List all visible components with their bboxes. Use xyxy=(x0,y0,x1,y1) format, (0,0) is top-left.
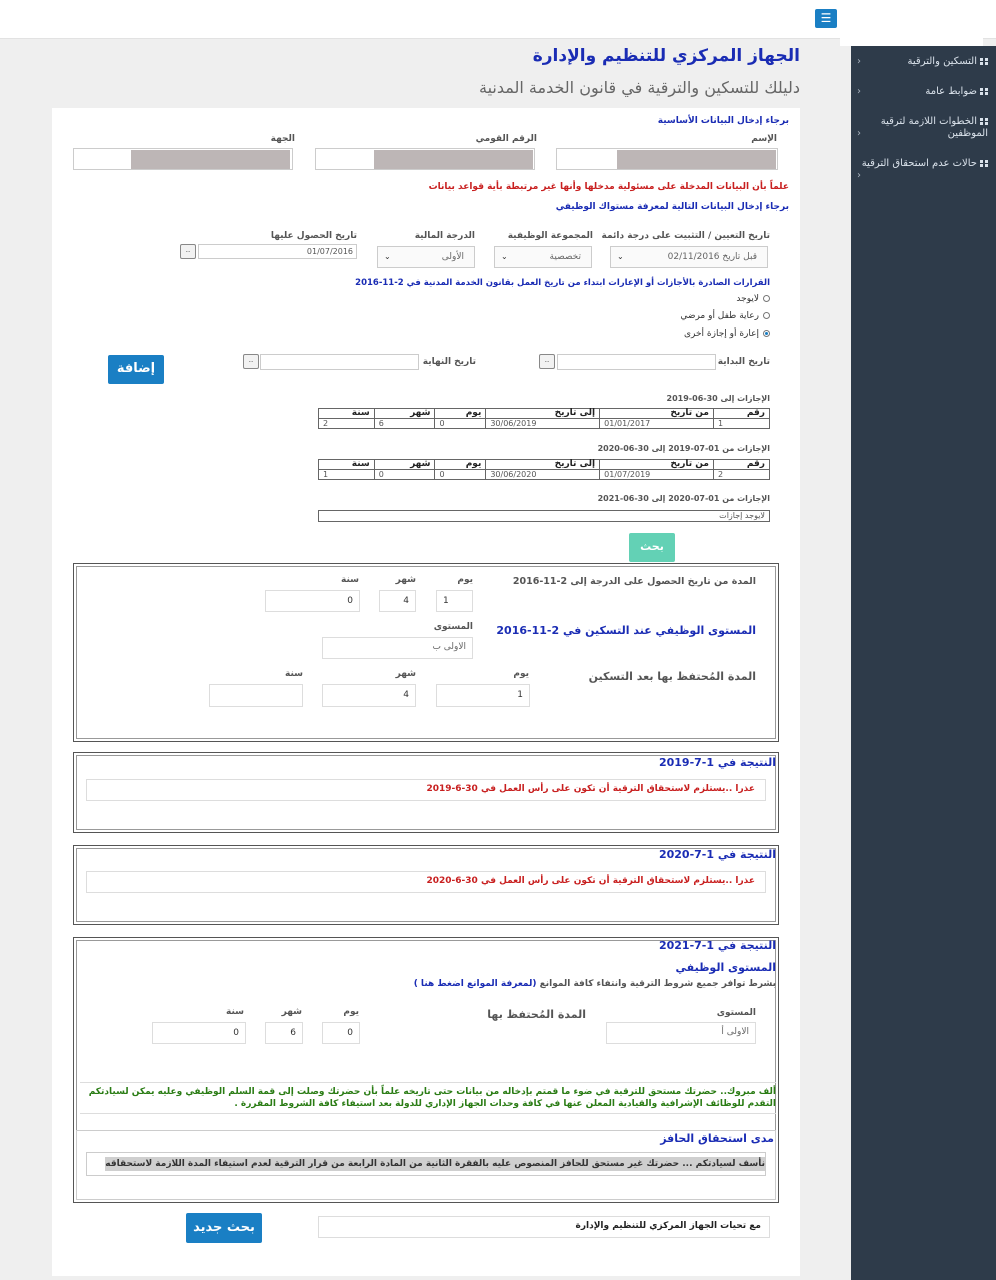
end-date-field[interactable] xyxy=(260,354,419,370)
placement-level-field[interactable]: الاولى ب xyxy=(322,637,473,659)
retained-day-field[interactable]: 1 xyxy=(436,684,530,707)
result-message: عذرا ..يستلزم لاستحقاق الترقية أن تكون على رأس العمل في 30-6-2020 xyxy=(86,871,766,893)
incentive-heading: مدى استحقاق الحافز xyxy=(660,1132,774,1145)
result-title: النتيجة في 1-7-2019 xyxy=(658,756,776,769)
job-group-label: المجموعة الوظيفية xyxy=(507,231,593,241)
sidebar-item-promotion-steps[interactable]: الخطوات اللازمة لترقية الموظفين ‹ xyxy=(857,116,988,139)
entity-label: الجهة xyxy=(270,134,295,144)
basic-data-heading: برجاء إدخال البيانات الأساسية xyxy=(657,116,789,126)
chevron-down-icon: ⌄ xyxy=(617,252,624,261)
chevron-down-icon: ⌄ xyxy=(384,252,391,261)
page-title: الجهاز المركزي للتنظيم والإدارة xyxy=(532,46,800,66)
table-row: 2 01/07/2019 30/06/2020 0 0 1 xyxy=(319,470,770,480)
level-heading: المستوى الوظيفي xyxy=(675,961,776,974)
year-label: سنة xyxy=(226,1007,244,1017)
obstacles-link[interactable]: (لمعرفة الموانع اضغط هنا ) xyxy=(413,979,537,989)
chevron-left-icon: ‹ xyxy=(857,86,861,97)
incentive-message-box xyxy=(86,1152,766,1176)
year-label: سنة xyxy=(285,669,303,679)
grid-icon xyxy=(980,118,988,125)
month-label: شهر xyxy=(395,669,416,679)
condition-text: بشرط توافر جميع شروط الترقية وانتفاء كافة الموانع (لمعرفة الموانع اضغط هنا ) xyxy=(413,979,776,989)
leaves-table xyxy=(318,408,770,429)
greeting-box: مع تحيات الجهاز المركزي للتنظيم والإدارة xyxy=(318,1216,770,1238)
chevron-left-icon: ‹ xyxy=(857,170,861,181)
month-2021-field[interactable]: 6 xyxy=(265,1022,303,1044)
column-header: إلى تاريخ xyxy=(486,409,600,419)
data-responsibility-notice: علماً بأن البيانات المدخلة على مسئولية مدخلها وأنها غير مرتبطة بأية قواعد بيانات xyxy=(428,182,789,192)
option-childcare[interactable]: رعاية طفل أو مرضي xyxy=(680,311,770,321)
sidebar-item-placement[interactable]: التسكين والترقية ‹ xyxy=(857,56,988,68)
appointment-date-label: تاريخ التعيين / التثبيت على درجة دائمة xyxy=(601,231,770,241)
name-label: الإسم xyxy=(751,134,777,144)
column-header: سنة xyxy=(319,409,375,419)
leaves-question: القرارات الصادرة بالأجازات أو الإعارات ابتداء من تاريخ العمل بقانون الخدمة المدنية في 2-11-2016 xyxy=(355,278,770,288)
level-2021-field[interactable]: الاولى أ xyxy=(606,1022,756,1044)
column-header: يوم xyxy=(435,460,486,470)
day-label: يوم xyxy=(343,1007,359,1017)
add-button[interactable]: إضافة xyxy=(108,355,164,384)
column-header: رقم xyxy=(713,409,769,419)
grade-label: الدرجة المالية xyxy=(414,231,475,241)
name-field-fill xyxy=(617,150,776,169)
new-search-button[interactable]: بحث جديد xyxy=(186,1213,262,1243)
result-title: النتيجة في 1-7-2021 xyxy=(658,939,776,952)
radio-button[interactable] xyxy=(763,295,770,302)
duration-year-field[interactable]: 0 xyxy=(265,590,360,612)
column-header: شهر xyxy=(374,409,435,419)
radio-button-selected[interactable] xyxy=(763,330,770,337)
job-group-select[interactable]: تخصصية ⌄ xyxy=(494,246,592,268)
entity-field-fill xyxy=(131,150,290,169)
grid-icon xyxy=(980,160,988,167)
table-row: 1 01/01/2017 30/06/2019 0 6 2 xyxy=(319,419,770,429)
column-header: سنة xyxy=(319,460,375,470)
start-date-label: تاريخ البداية xyxy=(717,357,770,367)
end-date-label: تاريخ النهاية xyxy=(422,357,476,367)
day-2021-field[interactable]: 0 xyxy=(322,1022,360,1044)
leaves-table xyxy=(318,459,770,480)
search-button[interactable]: بحث xyxy=(629,533,675,562)
end-date-picker-button[interactable]: .. xyxy=(243,354,259,369)
month-label: شهر xyxy=(281,1007,302,1017)
column-header: من تاريخ xyxy=(600,409,714,419)
month-label: شهر xyxy=(395,575,416,585)
grid-icon xyxy=(980,88,988,95)
duration-label: المدة من تاريخ الحصول على الدرجة إلى 2-11-2016 xyxy=(512,576,756,587)
level-label: المستوى xyxy=(433,622,473,632)
sidebar xyxy=(851,46,996,1280)
result-message: عذرا ..يستلزم لاستحقاق الترقية أن تكون على رأس العمل في 30-6-2019 xyxy=(86,779,766,801)
congratulations-message: ألف مبروك.. حضرتك مستحق للترقية في ضوء ما قمتم بإدخاله من بيانات حتى تاريخه علماً بأن حضرتك وصلت إلى قمة السلم الوظيفي وعليه يمكن لسيادتكم التقدم للوظائف الإشرافية والقيادية المعلن عنها في كافة وحدات الجهاز الإداري للدولة بعد استيفاء كافة الشروط المقررة . xyxy=(80,1082,776,1114)
page-subtitle: دليلك للتسكين والترقية في قانون الخدمة المدنية xyxy=(479,78,800,97)
logo-area xyxy=(840,0,983,46)
option-none[interactable]: لايوجد xyxy=(736,294,770,304)
retained-month-field[interactable]: 4 xyxy=(322,684,416,707)
appointment-date-select[interactable]: قبل تاريخ 02/11/2016 ⌄ xyxy=(610,246,768,268)
period-title: الإجازات من 01-07-2020 إلى 30-06-2021 xyxy=(597,494,770,503)
year-label: سنة xyxy=(341,575,359,585)
national-id-label: الرقم القومي xyxy=(475,134,537,144)
duration-month-field[interactable]: 4 xyxy=(379,590,416,612)
empty-leaves-row: لايوجد إجازات xyxy=(318,510,770,522)
retained-duration-label: المدة المُحتفظ بها بعد التسكين xyxy=(588,670,756,683)
column-header: إلى تاريخ xyxy=(486,460,600,470)
menu-toggle-button[interactable] xyxy=(815,9,837,28)
chevron-left-icon: ‹ xyxy=(857,128,861,139)
column-header: يوم xyxy=(435,409,486,419)
placement-level-heading: المستوى الوظيفي عند التسكين في 2-11-2016 xyxy=(496,624,756,637)
level-data-heading: برجاء إدخال البيانات التالية لمعرفة مستواك الوظيفي xyxy=(555,202,789,212)
year-2021-field[interactable]: 0 xyxy=(152,1022,246,1044)
grid-icon xyxy=(980,58,988,65)
column-header: شهر xyxy=(374,460,435,470)
sidebar-item-general-rules[interactable]: ضوابط عامة ‹ xyxy=(857,86,988,98)
duration-day-field[interactable]: 1 xyxy=(436,590,473,612)
period-title: الإجازات إلى 30-06-2019 xyxy=(666,394,770,403)
national-id-field-fill xyxy=(374,150,533,169)
retained-year-field[interactable] xyxy=(209,684,303,707)
option-secondment[interactable]: إعارة أو إجازة أخرى xyxy=(684,329,770,339)
result-title: النتيجة في 1-7-2020 xyxy=(658,848,776,861)
level-label: المستوى xyxy=(716,1008,756,1018)
column-header: رقم xyxy=(713,460,769,470)
incentive-message: نأسف لسيادتكم ... حضرتك غير مستحق للحافز المنصوص عليه بالفقرة الثانية من المادة الرابعة من قرار الترقية لعدم استيفاء المدة اللازمة لاستحقاقه xyxy=(105,1159,765,1169)
menu-icon: ☰ xyxy=(820,11,832,25)
retained-duration-label: المدة المُحتفظ بها xyxy=(487,1008,586,1021)
date-picker-button[interactable]: .. xyxy=(180,244,196,259)
day-label: يوم xyxy=(457,575,473,585)
chevron-down-icon: ⌄ xyxy=(501,252,508,261)
sidebar-item-ineligibility-cases[interactable]: حالات عدم استحقاق الترقية ‹ xyxy=(857,158,988,170)
obtain-date-field[interactable]: 01/07/2016 xyxy=(198,244,357,259)
start-date-picker-button[interactable]: .. xyxy=(539,354,555,369)
period-title: الإجازات من 01-07-2019 إلى 30-06-2020 xyxy=(597,444,770,453)
radio-button[interactable] xyxy=(763,312,770,319)
obtain-date-label: تاريخ الحصول عليها xyxy=(270,231,357,241)
grade-select[interactable]: الأولى ⌄ xyxy=(377,246,475,268)
column-header: من تاريخ xyxy=(600,460,714,470)
chevron-left-icon: ‹ xyxy=(857,56,861,67)
start-date-field[interactable] xyxy=(557,354,716,370)
day-label: يوم xyxy=(513,669,529,679)
